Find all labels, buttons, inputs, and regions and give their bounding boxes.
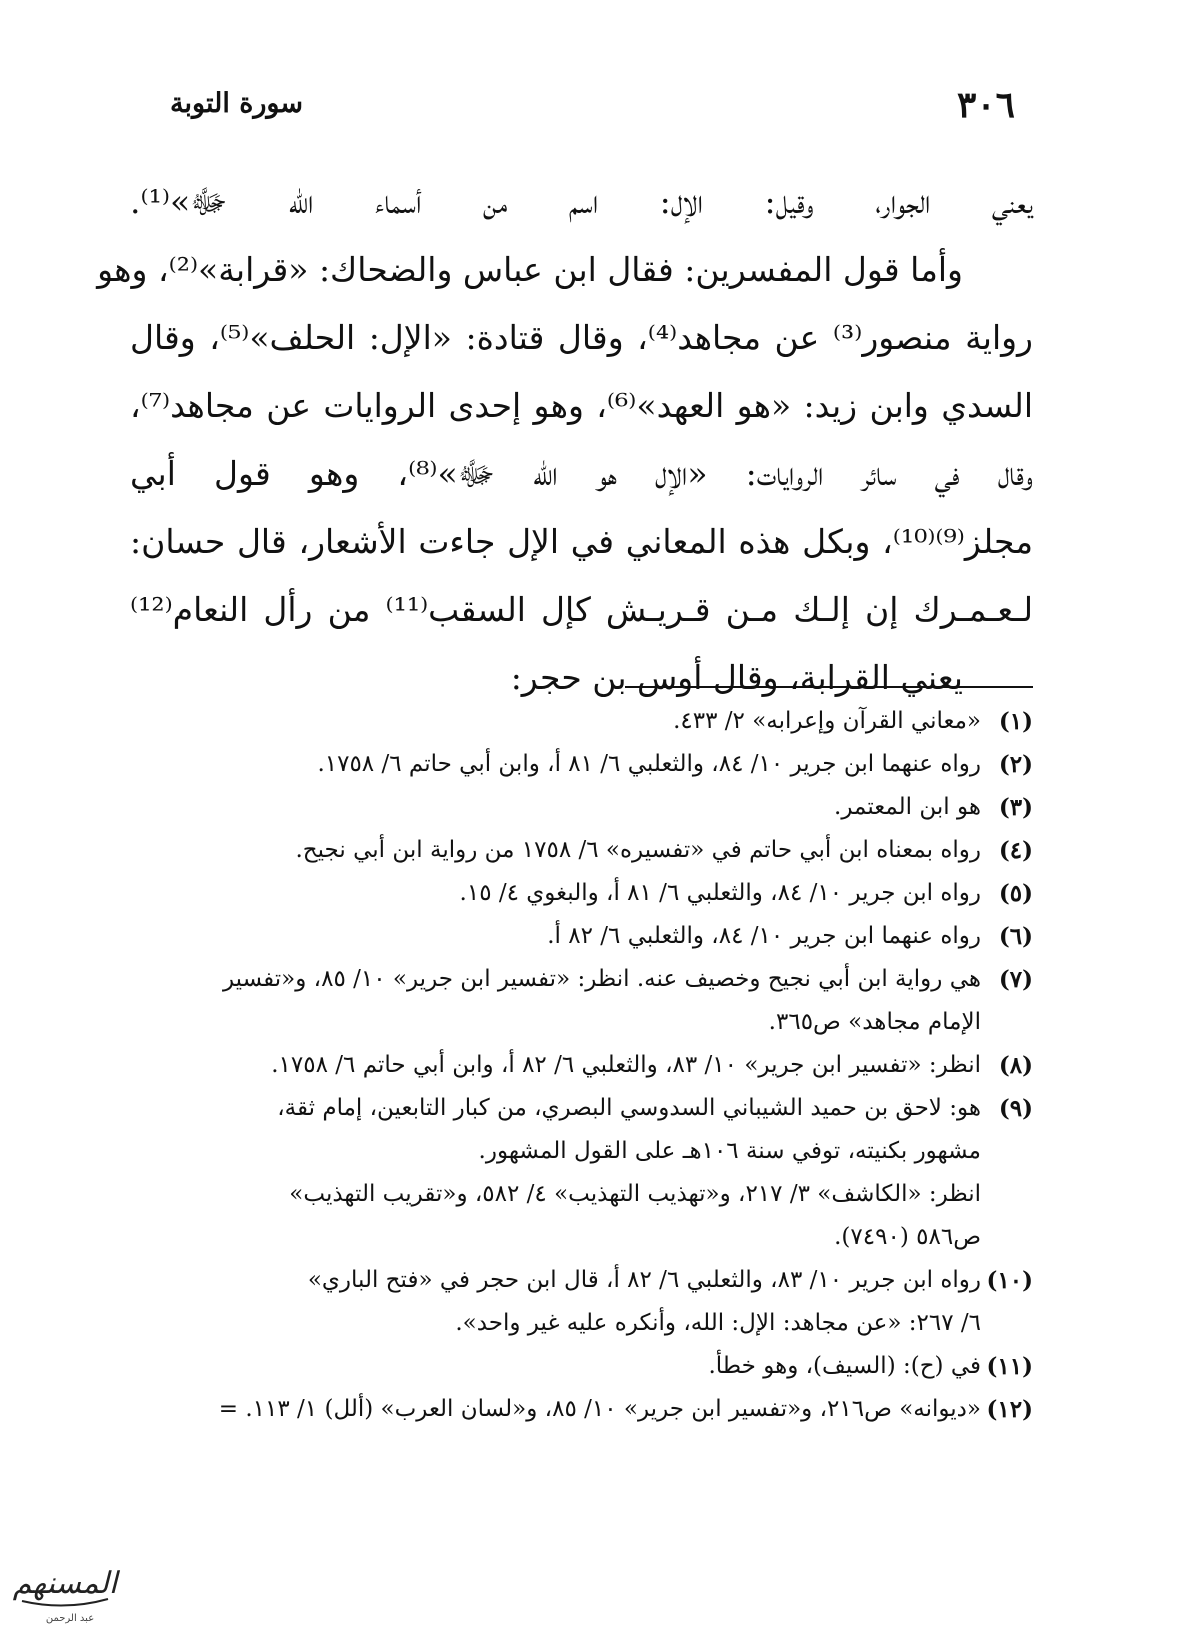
text-line: رواية منصور⁽³⁾ عن مجاهد⁽⁴⁾، وقال قتادة: «الإل: الحلف»⁽⁵⁾، وقال: [130, 318, 1033, 357]
footnote-number: (١٢): [986, 1396, 1033, 1423]
footnote-text: ص٥٨٦ (٧٤٩٠).: [834, 1224, 981, 1250]
footnote: [128, 829, 1033, 872]
footnote-text: ٦/ ٢٦٧: «عن مجاهد: الإل: الله، وأنكره عليه غير واحد».: [455, 1310, 981, 1336]
footnote: [128, 1345, 1033, 1388]
footnote-text: رواه ابن جرير ١٠/ ٨٤، والثعلبي ٦/ ٨١ أ، والبغوي ٤/ ١٥.: [459, 880, 981, 906]
footnote-number: (١١): [986, 1353, 1033, 1380]
footnotes: [128, 700, 1033, 1431]
footnote-text: الإمام مجاهد» ص٣٦٥.: [768, 1009, 981, 1035]
footnote-number: (٧): [998, 966, 1033, 993]
stamp-calligraphy: المسنهم: [12, 1566, 118, 1601]
footnote-number: (٤): [998, 837, 1033, 864]
poem-verse: لـعـمـرك إن إلـك مـن قـريـش كإل السقب⁽¹¹⁾ من رأل النعام⁽¹²⁾: [130, 590, 1033, 629]
footnote-text: انظر: «الكاشف» ٣/ ٢١٧، و«تهذيب التهذيب» ٤/ ٥٨٢، و«تقريب التهذيب»: [289, 1181, 981, 1207]
footnote: [128, 872, 1033, 915]
text-line: يعني القرابة، وقال أوس بن حجر:: [510, 658, 963, 697]
footnote-number: (٦): [998, 923, 1033, 950]
footnote-text: مشهور بكنيته، توفي سنة ١٠٦هـ على القول المشهور.: [478, 1138, 981, 1164]
running-title: سورة التوبة: [170, 88, 303, 119]
footnote: [128, 743, 1033, 786]
stamp-subtext: عبد الرحمن: [45, 1613, 95, 1624]
footnote: [128, 915, 1033, 958]
page-header: [170, 84, 1015, 134]
footnote: [128, 786, 1033, 829]
footnote-text: رواه عنهما ابن جرير ١٠/ ٨٤، والثعلبي ٦/ ٨١ أ، وابن أبي حاتم ٦/ ١٧٥٨.: [317, 751, 981, 777]
footnote: [128, 958, 1033, 1044]
footnote-text: «ديوانه» ص٢١٦، و«تفسير ابن جرير» ١٠/ ٨٥، و«لسان العرب» (ألل) ١/ ١١٣. =: [218, 1396, 981, 1422]
footnote: [128, 1044, 1033, 1087]
text-line: السدي وابن زيد: «هو العهد»⁽⁶⁾، وهو إحدى الروايات عن مجاهد⁽⁷⁾،: [130, 386, 1034, 425]
footnote: [128, 700, 1033, 743]
main-text: [97, 168, 1034, 712]
footnote-number: (٨): [998, 1052, 1033, 1079]
footnote-number: (٥): [998, 880, 1033, 907]
footnote-text: رواه عنهما ابن جرير ١٠/ ٨٤، والثعلبي ٦/ ٨٢ أ.: [547, 923, 981, 949]
footnote-number: (٩): [998, 1095, 1033, 1122]
footnote-text: في (ح): (السيف)، وهو خطأ.: [708, 1353, 981, 1379]
page-number: ٣٠٦: [956, 84, 1015, 126]
text-line: مجلز⁽⁹⁾⁽¹⁰⁾، وبكل هذه المعاني في الإل جاءت الأشعار، قال حسان:: [130, 522, 1033, 561]
library-stamp-logo: [10, 1545, 120, 1635]
text-line: وقال في سائر الروايات: «الإل هو الله ﷻ»⁽⁸⁾، وهو قول أبي: [130, 454, 1033, 493]
text-line: وأما قول المفسرين: فقال ابن عباس والضحاك: «قرابة»⁽²⁾، وهو: [97, 250, 963, 289]
footnote-text: رواه بمعناه ابن أبي حاتم في «تفسيره» ٦/ ١٧٥٨ من رواية ابن أبي نجيح.: [295, 837, 981, 863]
footnote-text: رواه ابن جرير ١٠/ ٨٣، والثعلبي ٦/ ٨٢ أ، قال ابن حجر في «فتح الباري»: [307, 1267, 981, 1293]
footnote-separator: [625, 686, 1033, 688]
footnote-number: (٢): [998, 751, 1033, 778]
footnote-number: (١): [998, 708, 1033, 735]
footnote-number: (٣): [998, 794, 1033, 821]
text-line: يعني الجوار، وقيل: الإل: اسم من أسماء الله ﷻ»⁽¹⁾.: [130, 182, 1033, 221]
footnote-text: «معاني القرآن وإعرابه» ٢/ ٤٣٣.: [673, 708, 981, 734]
footnote-text: هي رواية ابن أبي نجيح وخصيف عنه. انظر: «تفسير ابن جرير» ١٠/ ٨٥، و«تفسير: [222, 966, 981, 992]
footnote: [128, 1259, 1033, 1345]
footnote: [128, 1087, 1033, 1259]
footnote-text: هو ابن المعتمر.: [834, 794, 981, 820]
footnote-text: هو: لاحق بن حميد الشيباني السدوسي البصري، من كبار التابعين، إمام ثقة،: [277, 1095, 981, 1121]
footnote-text: انظر: «تفسير ابن جرير» ١٠/ ٨٣، والثعلبي ٦/ ٨٢ أ، وابن أبي حاتم ٦/ ١٧٥٨.: [271, 1052, 981, 1078]
footnote: [128, 1388, 1033, 1431]
footnote-number: (١٠): [986, 1267, 1033, 1294]
